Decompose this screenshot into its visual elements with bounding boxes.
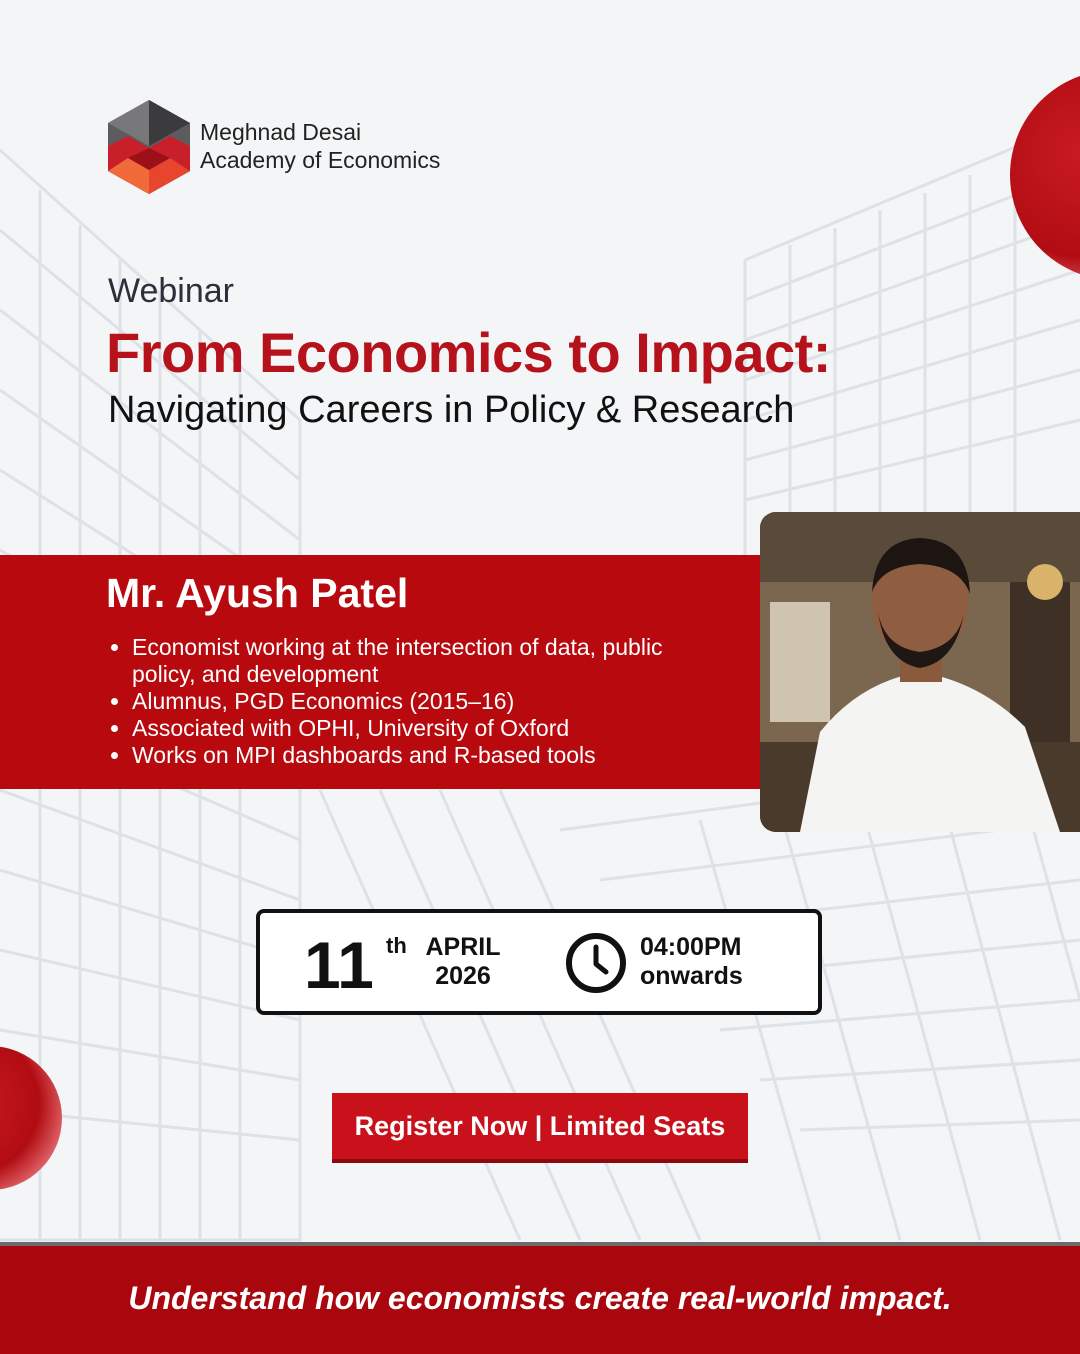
org-name-line1: Meghnad Desai (200, 119, 362, 145)
event-type: Webinar (108, 272, 234, 310)
org-logo (104, 98, 504, 198)
event-schedule (256, 909, 822, 1015)
hexagon-logo-icon (104, 98, 194, 196)
register-button[interactable]: Register Now | Limited Seats (332, 1093, 748, 1159)
org-name-line2: Academy of Economics (200, 147, 441, 173)
event-month: APRIL (425, 933, 501, 961)
event-subtitle: Navigating Careers in Policy & Research (108, 389, 795, 431)
event-day: 11 (304, 928, 374, 1002)
speaker-photo (760, 512, 1080, 832)
event-title: From Economics to Impact: (106, 321, 831, 384)
bio-item: • Economist working at the intersection of data, public policy, and development (132, 634, 732, 688)
event-day-suffix: th (386, 933, 407, 958)
bio-item: • Alumnus, PGD Economics (2015–16) (132, 688, 732, 715)
footer-tagline: Understand how economists create real-world impact. (128, 1280, 952, 1316)
bio-item: • Works on MPI dashboards and R-based tools (132, 742, 732, 769)
event-time: 04:00PM (640, 933, 742, 961)
bio-item: • Associated with OPHI, University of Oxford (132, 715, 732, 742)
speaker-name: Mr. Ayush Patel (106, 570, 409, 616)
speaker-bio (110, 634, 732, 769)
event-time-note: onwards (640, 962, 743, 990)
clock-icon (564, 931, 628, 995)
event-year: 2026 (435, 962, 491, 990)
